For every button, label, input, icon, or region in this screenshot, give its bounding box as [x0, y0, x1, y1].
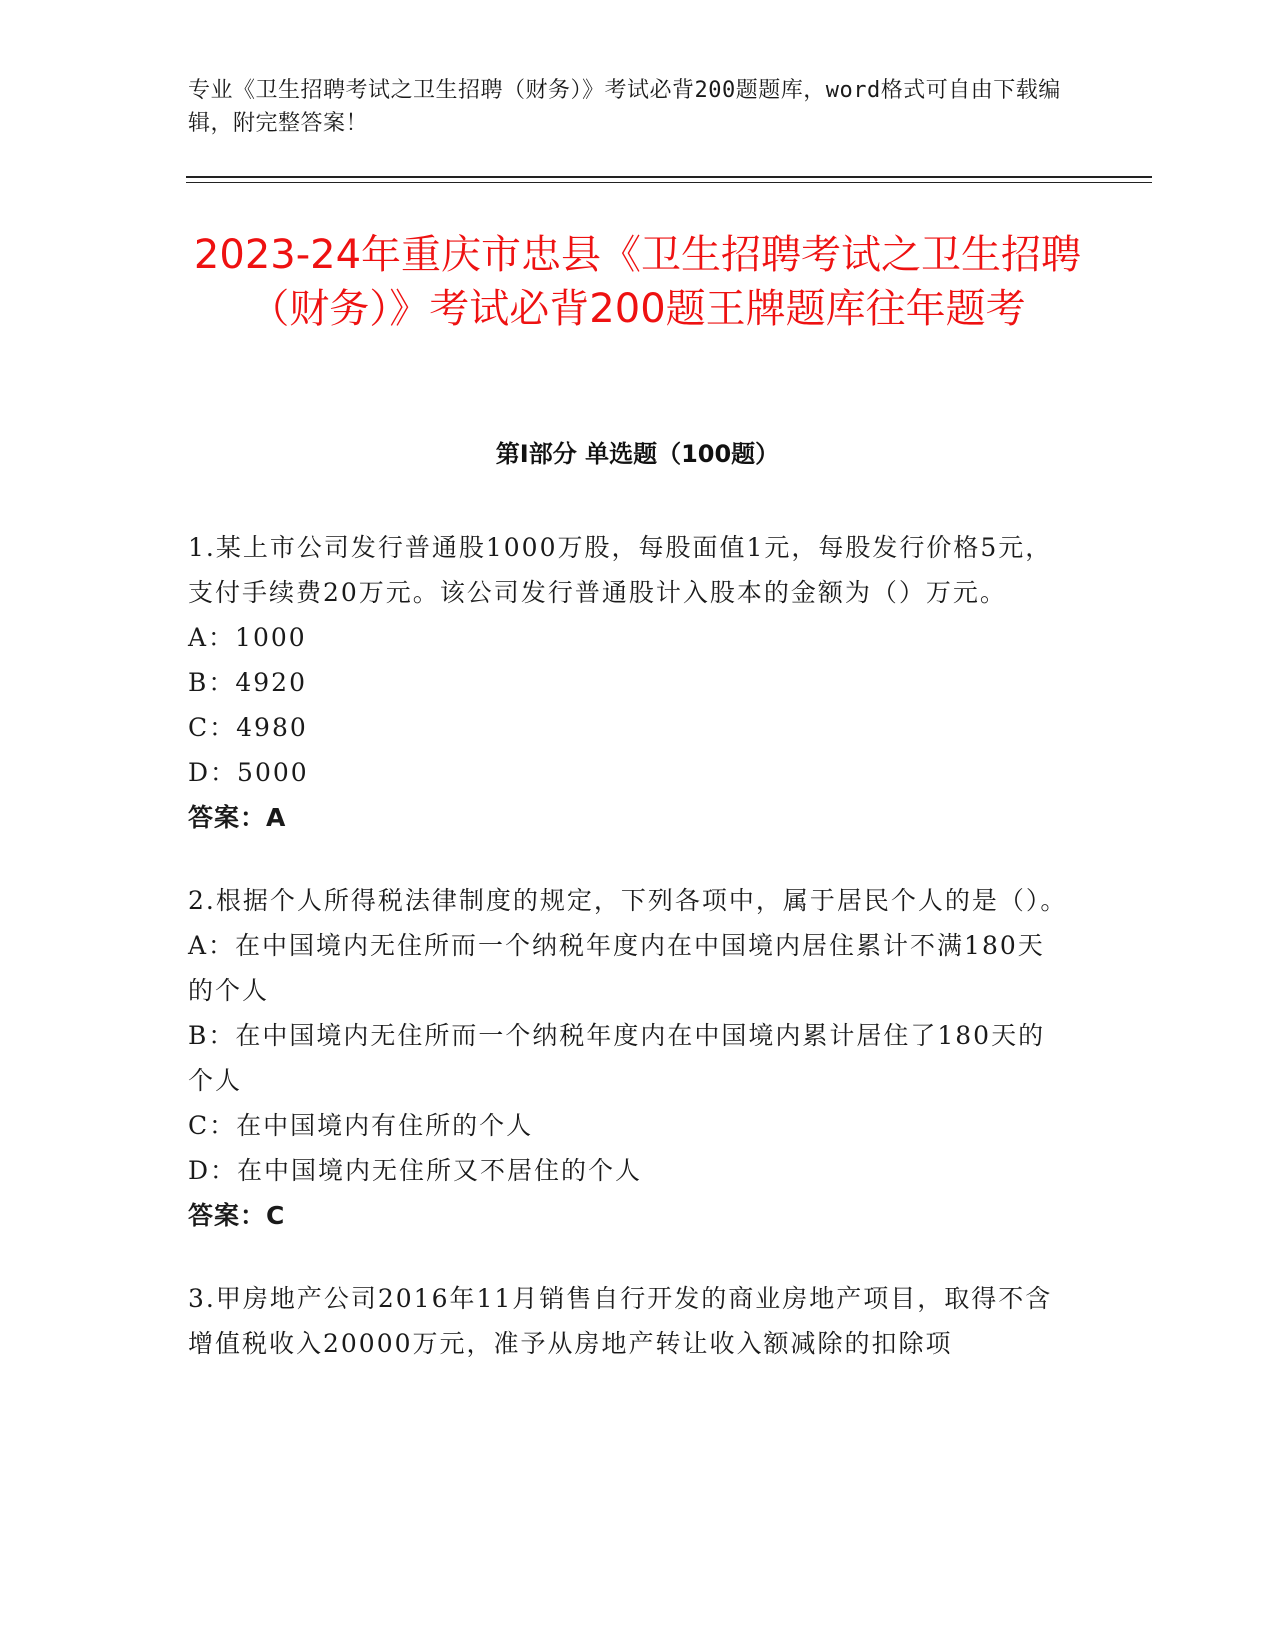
header-divider-thin — [186, 182, 1152, 183]
option-d: D：5000 — [188, 758, 309, 787]
question-1 — [188, 525, 1068, 840]
header-divider-thick — [186, 176, 1152, 178]
answer: 答案：A — [188, 803, 287, 832]
option-a: A：1000 — [188, 623, 307, 652]
header-note: 专业《卫生招聘考试之卫生招聘（财务）》考试必背200题题库，word格式可自由下载编辑，附完整答案！ — [188, 78, 1061, 136]
section-heading: 第Ⅰ部分 单选题（100题） — [495, 440, 780, 468]
option-d: D：在中国境内无住所又不居住的个人 — [188, 1156, 643, 1185]
question-stem: 2.根据个人所得税法律制度的规定，下列各项中，属于居民个人的是（）。 — [188, 886, 1068, 915]
option-b: B：4920 — [188, 668, 307, 697]
option-b: B：在中国境内无住所而一个纳税年度内在中国境内累计居住了180天的个人 — [188, 1021, 1046, 1095]
document-title: 2023-24年重庆市忠县《卫生招聘考试之卫生招聘（财务）》考试必背200题王牌题库往年题考 — [193, 232, 1082, 332]
question-3 — [188, 1276, 1068, 1366]
option-c: C：在中国境内有住所的个人 — [188, 1111, 534, 1140]
question-stem: 1.某上市公司发行普通股1000万股，每股面值1元，每股发行价格5元，支付手续费20万元。该公司发行普通股计入股本的金额为（）万元。 — [188, 533, 1053, 607]
question-stem: 3.甲房地产公司2016年11月销售自行开发的商业房地产项目，取得不含增值税收入20000万元，准予从房地产转让收入额减除的扣除项 — [188, 1284, 1053, 1358]
option-a: A：在中国境内无住所而一个纳税年度内在中国境内居住累计不满180天的个人 — [188, 931, 1045, 1005]
option-c: C：4980 — [188, 713, 308, 742]
answer: 答案：C — [188, 1201, 286, 1230]
question-list — [188, 525, 1068, 1404]
question-2 — [188, 878, 1068, 1238]
